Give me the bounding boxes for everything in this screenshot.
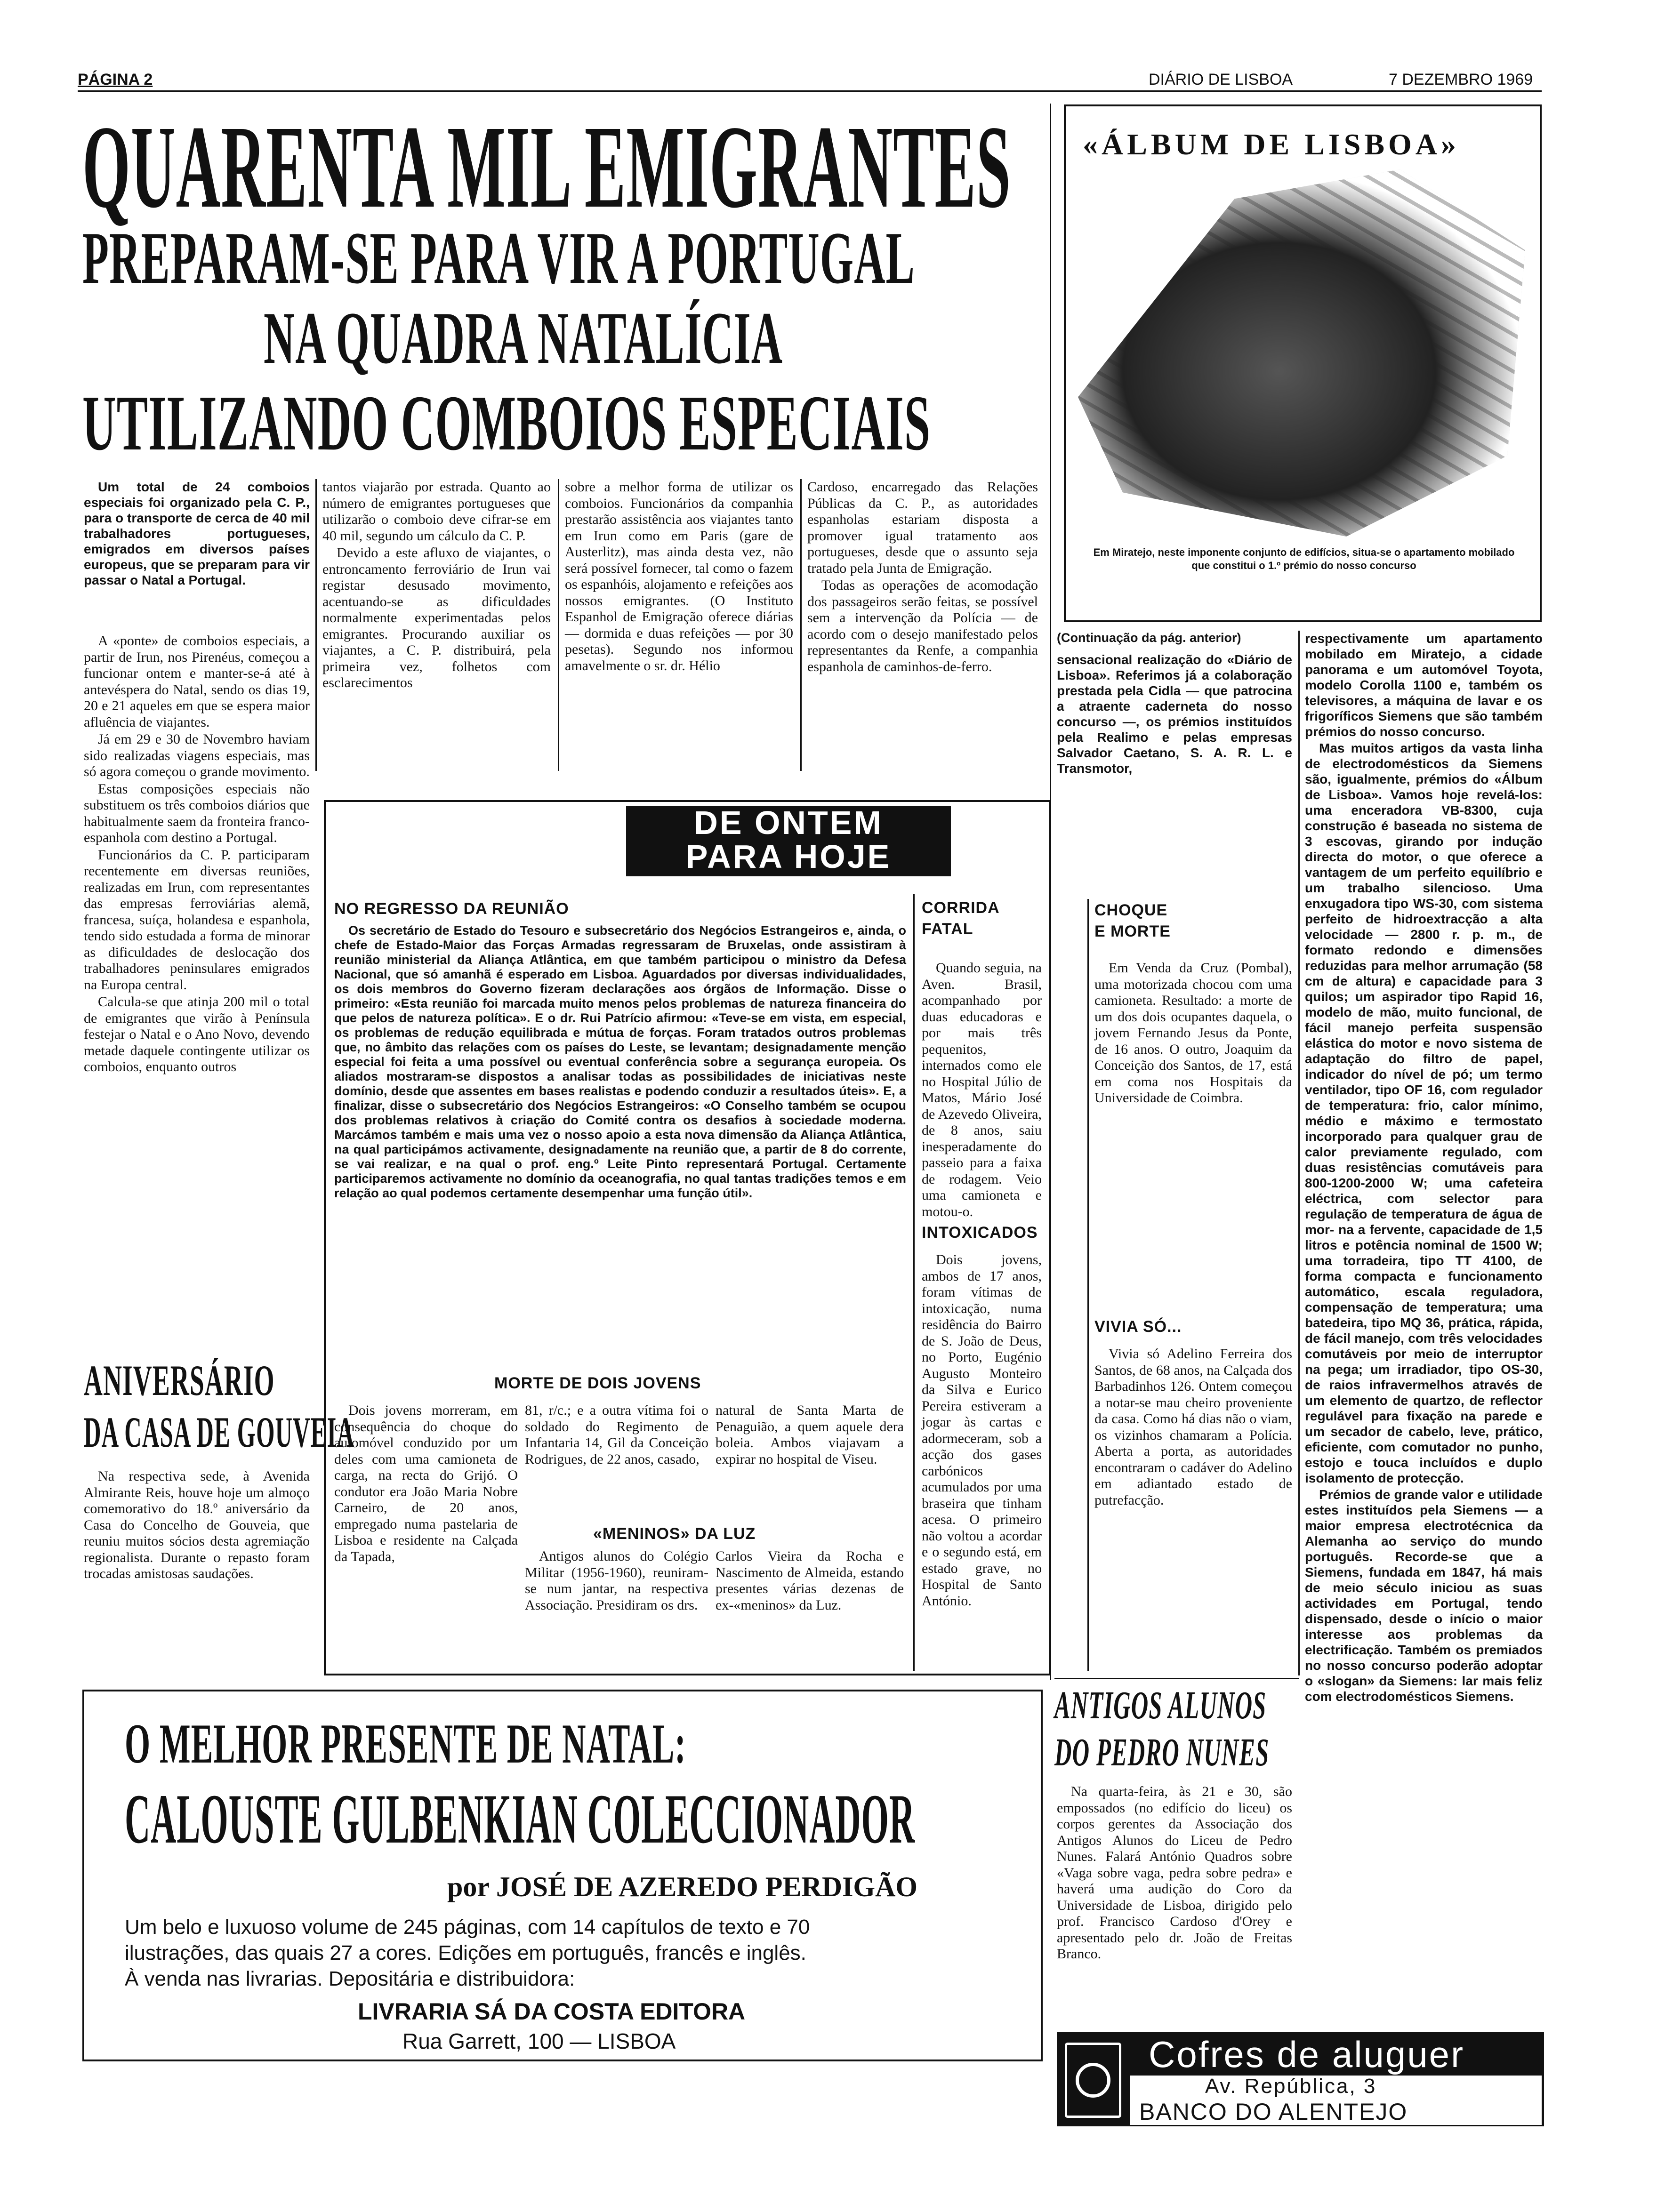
corrida-title-1: CORRIDA xyxy=(922,899,1000,917)
de-ontem-banner-line-1: DE ONTEM xyxy=(694,804,883,841)
headline-line-1: QUARENTA MIL EMIGRANTES xyxy=(82,101,1011,232)
column-rule xyxy=(1298,631,1300,1675)
meninos-title: «MENINOS» DA LUZ xyxy=(593,1525,756,1543)
column-rule xyxy=(800,479,802,771)
newspaper-name: DIÁRIO DE LISBOA xyxy=(1149,71,1293,88)
corrida-text: Quando seguia, na Aven. Brasil, acompanhado por duas educadoras e por mais três pequenitos, internados como ele no Hospital Júlio de Matos, Mário José de Azevedo Oliveira, de 8 anos, saiu inesperadamente do passeio para a faixa de rodagem. Veio uma camioneta e motou-o. xyxy=(922,960,1042,1219)
gulbenkian-ad-publisher: LIVRARIA SÁ DA COSTA EDITORA xyxy=(358,1998,746,2025)
cofres-ad-line-2: Av. República, 3 xyxy=(1205,2075,1377,2098)
vivia-text: Vivia só Adelino Ferreira dos Santos, de 68 anos, na Calçada dos Barbadinhos 126. Ontem começou a notar-se mau cheiro proveniente da casa. Como há dias não o viam, os vizinhos chamaram a Polícia. Aberta a porta, as autoridades encontraram o cadáver do Adelino em adiantado estado de putrefacção. xyxy=(1094,1346,1292,1508)
cofres-ad-line-1: Cofres de aluguer xyxy=(1149,2034,1465,2075)
meninos-column-1: Antigos alunos do Colégio Militar (1956-1960), reuniram-se num jantar, na respectiva Associação. Presidiram os drs. xyxy=(525,1548,708,1613)
vivia-title: VIVIA SÓ... xyxy=(1094,1318,1182,1336)
main-story-lead: Um total de 24 comboios especiais foi organizado pela C. P., para o transporte de cerca de 40 mil trabalhadores portugueses, emigrados em diversos países europeus, que se preparam para vir passar o Natal a Portugal. xyxy=(84,480,310,587)
meninos-column-2: Carlos Vieira da Rocha e Nascimento de Almeida, estando presentes várias dezenas de ex-«meninos» da Luz. xyxy=(716,1548,904,1613)
album-column-1: sensacional realização do «Diário de Lisboa». Referimos já a colaboração prestada pela Cidla — que patrocina a atraente caderneta do nosso concurso —, os prémios instituídos pela Realimo e pelas empresas Salvador Caetano, S. A. R. L. e Transmotor, xyxy=(1057,652,1292,776)
gulbenkian-ad-description-3: À venda nas livrarias. Depositária e distribuidora: xyxy=(125,1967,575,1990)
bank-logo-ring xyxy=(1076,2063,1110,2098)
intoxicados-title: INTOXICADOS xyxy=(922,1224,1038,1242)
main-story-column-3: sobre a melhor forma de utilizar os comboios. Funcionários da companhia prestarão assistência aos viajantes tanto em Irun como em Paris (gare de Austerlitz), mas ainda desta vez, não será possível fornecer, tal como o fazem os espanhóis, alojamento e refeições aos nossos emigrantes. (O Instituto Espanhol de Emigração oferece diárias — dormida e duas refeições — por 30 pesetas). Segundo nos informou amavelmente o sr. dr. Hélio xyxy=(565,479,793,673)
morte-column-3: natural de Santa Marta de Penaguião, a quem aquele dera boleia. Ambos viajavam a expirar no hospital de Viseu. xyxy=(716,1403,904,1467)
morte-title: MORTE DE DOIS JOVENS xyxy=(494,1374,701,1392)
de-ontem-banner-line-2: PARA HOJE xyxy=(685,838,892,875)
issue-date: 7 DEZEMBRO 1969 xyxy=(1389,71,1533,88)
intoxicados-text: Dois jovens, ambos de 17 anos, foram vítimas de intoxicação, numa residência do Bairro de S. João de Deus, no Porto, Eugénio Augusto Monteiro da Silva e Eurico Pereira estiveram a jogar às cartas e adormeceram, sob a acção dos gases carbónicos acumulados por uma braseira que tinham acesa. O primeiro não voltou a acordar e o segundo está, em estado grave, no Hospital de Santo António. xyxy=(922,1252,1042,1609)
antigos-title-2: DO PEDRO NUNES xyxy=(1054,1731,1270,1774)
regresso-title: NO REGRESSO DA REUNIÃO xyxy=(334,900,569,918)
gulbenkian-ad-line-1: O MELHOR PRESENTE DE NATAL: xyxy=(125,1712,686,1775)
aniversario-title-2: DA CASA DE GOUVEIA xyxy=(84,1408,355,1456)
album-photo-caption: Em Miratejo, neste imponente conjunto de edifícios, situa-se o apartamento mobilado que constitui o 1.º prémio do nosso concurso xyxy=(1093,546,1515,571)
bank-logo-icon xyxy=(1065,2043,1121,2118)
album-title: «ÁLBUM DE LISBOA» xyxy=(1083,128,1460,161)
choque-text: Em Venda da Cruz (Pombal), uma motorizada chocou com uma camioneta. Resultado: a morte de um dos dois ocupantes daquela, o jovem Fernando Jesus da Ponte, de 16 anos. O outro, Joaquim da Conceição dos Santos, de 17, está em coma nos Hospitais da Universidade de Coimbra. xyxy=(1094,960,1292,1106)
headline-line-3: NA QUADRA NATALÍCIA xyxy=(264,297,783,379)
main-story-column-2: tantos viajarão por estrada. Quanto ao número de emigrantes portugueses que utilizarão o comboio deve cifrar-se em 40 mil, segundo um cálculo da C. P. Devido a este afluxo de viajantes, o entroncamento ferroviário de Irun vai registar desusado movimento, acentuando-se as dificuldades normalmente experimentadas pelos emigrantes. Procurando auxiliar os viajantes, a C. P. distribuirá, pela primeira vez, folhetos com esclarecimentos xyxy=(322,479,551,690)
corrida-title-2: FATAL xyxy=(922,920,973,938)
gulbenkian-ad-description-2: ilustrações, das quais 27 a cores. Edições em português, francês e inglês. xyxy=(125,1941,806,1964)
gulbenkian-ad-line-2: CALOUSTE GULBENKIAN COLECCIONADOR xyxy=(125,1780,916,1858)
main-story-column-4: Cardoso, encarregado das Relações Públicas da C. P., as autoridades espanholas estariam disposta a promover igual tratamento aos portugueses, desde que o assunto seja tratado pela Junta de Emigração. Todas as operações de acomodação dos passageiros serão feitas, se possível sem a intervenção da Polícia — de acordo com o desejo manifestado pelos representantes da Renfe, a companhia espanhola de caminhos-de-ferro. xyxy=(807,479,1038,674)
regresso-text: Os secretário de Estado do Tesouro e subsecretário dos Negócios Estrangeiros e, ainda, o chefe de Estado-Maior das Forças Armadas regressaram de Bruxelas, onde assistiram à reunião ministerial da Aliança Atlântica, em que também participou o ministro da Defesa Nacional, que só amanhã é esperado em Lisboa. Aguardados por diversas individualidades, os dois membros do Governo fizeram declarações aos órgãos de Informação. Disse o primeiro: «Esta reunião foi marcada muito menos pelos problemas de natureza financeira do que pelos de natureza política». E o dr. Rui Patrício afirmou: «Teve-se em vista, em especial, os problemas de redução equilibrada e mútua de forças. Foram tratados outros problemas que, no âmbito das relações com os países do Leste, se levantam; designadamente menção especial foi feita a uma possível ou eventual conferência sobre a segurança europeia. Os aliados mostraram-se dispostos a analisar todas as possibilidades de iniciativas neste domínio, desde que assentes em bases realistas e podendo conduzir a resultados úteis». E, a finalizar, disse o subsecretário dos Negócios Estrangeiros: «O Conselho também se ocupou dos problemas relativos à criação do Comité contra os desafios à sociedade moderna. Marcámos também e mais uma vez o nosso apoio a esta nova dimensão da Aliança Atlântica, na qual participámos activamente, designadamente na reunião que, a partir de 8 do corrente, se vai realizar, e na qual o prof. eng.º Leite Pinto representará Portugal. Certamente participaremos activamente no domínio da oceanografia, no qual tantas tradições temos e em relação ao qual podemos certamente desempenhar uma função útil». xyxy=(334,923,906,1200)
de-ontem-banner xyxy=(626,806,951,876)
album-continuation: (Continuação da pág. anterior) xyxy=(1057,631,1241,645)
column-rule xyxy=(315,479,317,771)
morte-column-2: 81, r/c.; e a outra vítima foi o soldado do Regimento de Infantaria 14, Gil da Conceição Rodrigues, de 22 anos, casado, xyxy=(525,1403,708,1467)
album-column-2: respectivamente um apartamento mobilado em Miratejo, a cidade panorama e um automóvel Toyota, modelo Corolla 1100 e, também os televisores, a máquina de lavar e os frigoríficos Siemens que são também prémios do nosso concurso. Mas muitos artigos da vasta linha de electrodomésticos da Siemens são, igualmente, prémios do «Álbum de Lisboa». Vamos hoje revelá-los: uma enceradora VB-8300, cuja construção é baseada no sistema de 3 escovas, girando por indução directa do motor, o que oferece a vantagem de um perfeito equilíbrio e um trabalho silencioso. Uma enxugadora tipo WS-30, com sistema perfeito de hidroextracção a alta velocidade — 2800 r. p. m., de formato redondo e dimensões reduzidas para melhor arrumação (58 cm de altura) e capacidade para 3 quilos; um aspirador tipo Rapid 16, modelo de mão, muito funcional, de fácil manejo perfeita suspensão elástica do motor e novo sistema de adaptação do filtro de papel, indicador do nível de pó; um termo ventilador, tipo OF 16, com regulador de temperatura: frio, calor mínimo, médio e máximo e termostato incorporado para qualquer grau de calor previamente regulado, com duas resistências comutáveis para 800-1200-2000 W; uma cafeteira eléctrica, com selector para regulação de temperatura de água de mor- na a fervente, capacidade de 1,5 litros e potência nominal de 1500 W; uma torradeira, tipo TT 4100, de forma compacta e funcionamento automático, escala reguladora, compensação de temperatura; uma batedeira, tipo MQ 36, prática, rápida, de fácil manejo, com três velocidades comutáveis por meio de interruptor na pega; um irradiador, tipo OS-30, de raios infravermelhos através de um elemento de quartzo, de reflector regulável para fixação na parede e um secador de cabelo, leve, prático, eficiente, com comutador no punho, estojo e touca incluídos e duplo isolamento de protecção. Prémios de grande valor e utilidade estes instituídos pela Siemens — a maior empresa electrotécnica da Alemanha ao serviço do mundo português. Recorde-se que a Siemens, fundada em 1847, há mais de meio século iniciou as suas actividades em Portugal, tendo dispensado, desde o início o maior interesse aos problemas da electrificação. Também os premiados no nosso concurso poderão adoptar o «slogan» da Siemens: lar mais feliz com electrodomésticos Siemens. xyxy=(1305,631,1543,1704)
antigos-text: Na quarta-feira, às 21 e 30, são empossados (no edifício do liceu) os corpos gerentes da Associação dos Antigos Alunos do Liceu de Pedro Nunes. Falará António Quadros sobre «Vaga sobre vaga, pedra sobre pedra» e haverá uma audição do Coro da Universidade de Lisboa, dirigido pelo prof. Francisco Cardoso d'Orey e apresentado pelo dr. João de Freitas Branco. xyxy=(1057,1784,1292,1962)
aniversario-title-1: ANIVERSÁRIO xyxy=(84,1356,275,1404)
headline-line-4: UTILIZANDO COMBOIOS ESPECIAIS xyxy=(82,379,931,467)
morte-column-1: Dois jovens morreram, em consequência do choque do automóvel conduzido por um deles com uma camioneta de carga, na recta do Grijó. O condutor era João Maria Nobre Carneiro, de 20 anos, empregado numa pastelaria de Lisboa e residente na Calçada da Tapada, xyxy=(334,1403,518,1564)
gulbenkian-ad-description-1: Um belo e luxuoso volume de 245 páginas, com 14 capítulos de texto e 70 xyxy=(125,1915,810,1939)
column-rule xyxy=(913,894,915,1671)
column-rule xyxy=(1087,899,1089,1671)
choque-title-1: CHOQUE xyxy=(1094,901,1168,919)
page-number: PÁGINA 2 xyxy=(78,71,153,88)
main-story-column-1: A «ponte» de comboios especiais, a partir de Irun, nos Pirenéus, começou a funcionar ontem e manter-se-á até à antevéspera do Natal, sendo os dias 19, 20 e 21 aqueles em que se espera maior afluência de viajantes. Já em 29 e 30 de Novembro haviam sido realizadas viagens especiais, mas só agora começou o grande movimento. Estas composições especiais não substituem os três comboios diários que habitualmente saem da fronteira franco-espanhola com destino a Portugal. Funcionários da C. P. participaram recentemente em diversas reuniões, realizadas em Irun, com representantes das empresas ferroviárias alemã, francesa, suíça, holandesa e espanhola, tendo sido estudada a forma de minorar as dificuldades de deslocação dos trabalhadores peninsulares emigrados na Europa central. Calcula-se que atinja 200 mil o total de emigrantes que virão à Península festejar o Natal e o Ano Novo, devendo metade daquele contingente utilizar os comboios, enquanto outros xyxy=(84,633,310,1074)
aniversario-text: Na respectiva sede, à Avenida Almirante Reis, houve hoje um almoço comemorativo do 18.º aniversário da Casa do Concelho de Gouveia, que reuniu muitos sócios desta agremiação regionalista. Durante o repasto foram trocadas amistosas saudações. xyxy=(84,1468,310,1581)
gulbenkian-ad-author: por JOSÉ DE AZEREDO PERDIGÃO xyxy=(447,1871,918,1902)
cofres-ad-line-3: BANCO DO ALENTEJO xyxy=(1139,2099,1408,2125)
antigos-title-1: ANTIGOS ALUNOS xyxy=(1054,1683,1267,1727)
antigos-top-rule xyxy=(1054,1678,1299,1679)
column-rule xyxy=(558,479,559,771)
header-rule xyxy=(78,90,1542,92)
gulbenkian-ad-address: Rua Garrett, 100 — LISBOA xyxy=(402,2029,676,2053)
headline-line-2: PREPARAM-SE PARA VIR A PORTUGAL xyxy=(82,217,915,299)
choque-title-2: E MORTE xyxy=(1094,922,1171,940)
